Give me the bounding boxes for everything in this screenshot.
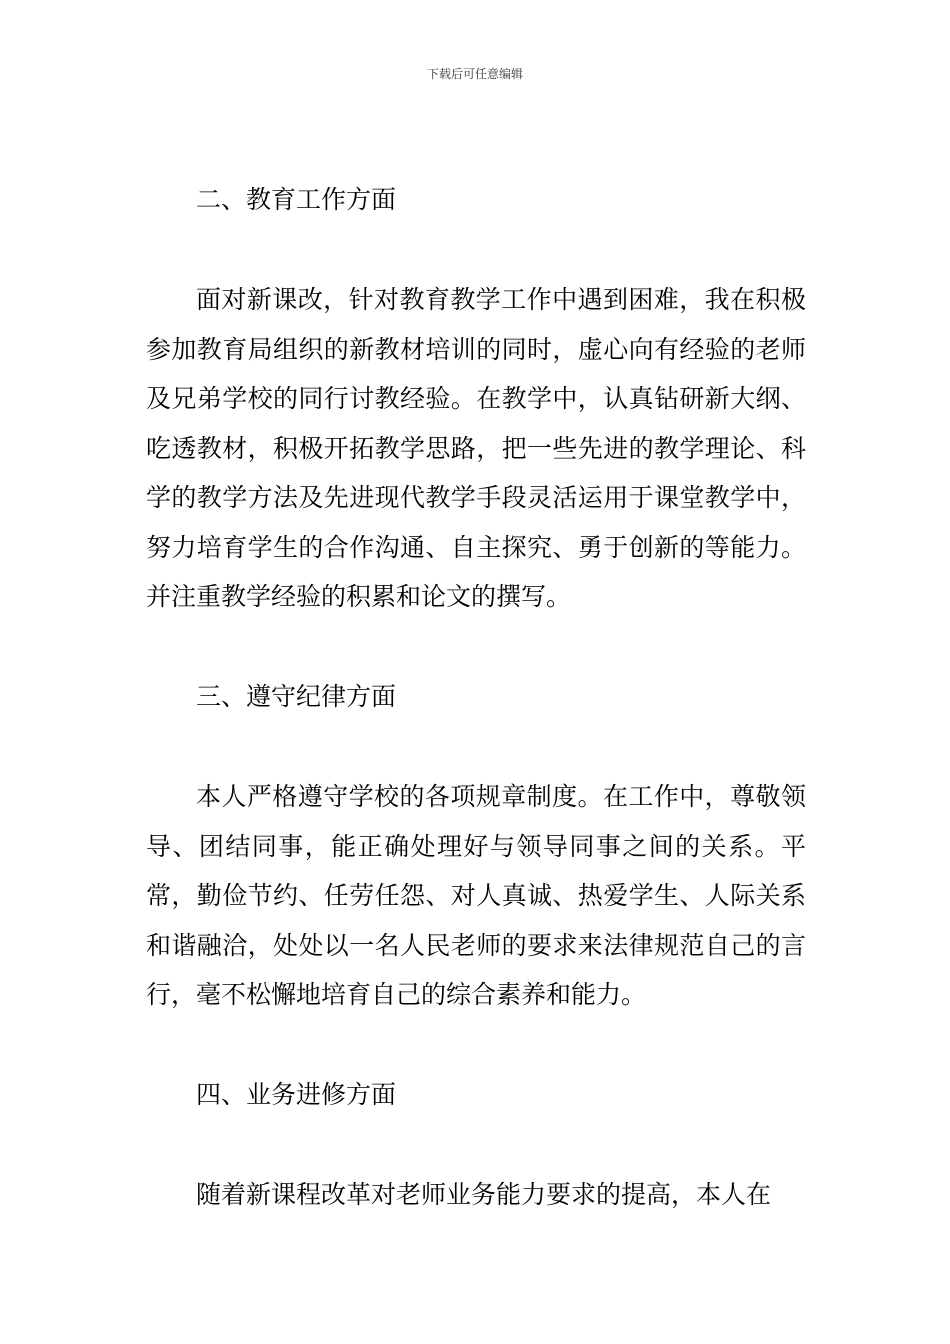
- section-paragraph-education: 面对新课改，针对教育教学工作中遇到困难，我在积极参加教育局组织的新教材培训的同时，虚心向有经验的老师及兄弟学校的同行讨教经验。在教学中，认真钻研新大纲、吃透教材，积极开拓教学思路，把一些先进的教学理论、科学的教学方法及先进现代教学手段灵活运用于课堂教学中，努力培育学生的合作沟通、自主探究、勇于创新的等能力。并注重教学经验的积累和论文的撰写。: [146, 285, 806, 611]
- section-heading-education: 二、教育工作方面: [196, 185, 397, 214]
- section-paragraph-training: 随着新课程改革对老师业务能力要求的提高，本人在: [196, 1180, 772, 1209]
- page-header: 下载后可任意编辑: [426, 67, 523, 81]
- section-paragraph-discipline: 本人严格遵守学校的各项规章制度。在工作中，尊敬领导、团结同事，能正确处理好与领导同事之间的关系。平常，勤俭节约、任劳任怨、对人真诚、热爱学生、人际关系和谐融洽，处处以一名人民老师的要求来法律规范自己的言行，毫不松懈地培育自己的综合素养和能力。: [146, 782, 806, 1009]
- section-heading-training: 四、业务进修方面: [196, 1080, 397, 1109]
- section-heading-discipline: 三、遵守纪律方面: [196, 682, 397, 711]
